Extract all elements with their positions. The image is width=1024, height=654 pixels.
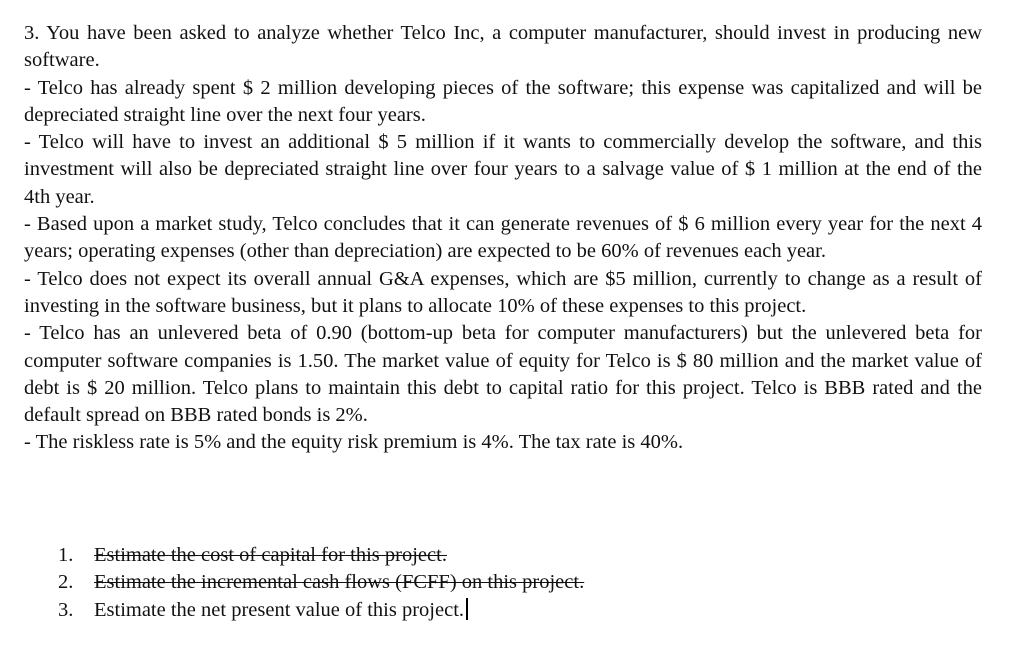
task-item-cost-of-capital <box>58 542 958 569</box>
task-number: 1. <box>58 544 74 566</box>
task-item-npv[interactable] <box>58 597 958 624</box>
task-text: Estimate the cost of capital for this project. <box>94 544 447 566</box>
task-item-cash-flows <box>58 569 958 596</box>
task-text[interactable]: Estimate the net present value of this project. <box>94 598 465 621</box>
question-body <box>24 20 982 457</box>
task-text: Estimate the incremental cash flows (FCFF) on this project. <box>94 571 585 594</box>
text-cursor <box>466 598 468 620</box>
fact-additional-investment: - Telco will have to invest an additional $ 5 million if it wants to commercially develop the software, and this investment will also be depreciated straight line over four years to a salvage value of $ 1 million at the end of the 4th year. <box>24 131 982 208</box>
fact-rates: - The riskless rate is 5% and the equity risk premium is 4%. The tax rate is 40%. <box>24 431 684 454</box>
task-number: 2. <box>58 571 74 594</box>
task-number: 3. <box>58 598 74 621</box>
fact-revenues: - Based upon a market study, Telco concludes that it can generate revenues of $ 6 million every year for the next 4 years; operating expenses (other than depreciation) are expected to be 60% of revenues each year. <box>24 213 982 263</box>
fact-spent-development: - Telco has already spent $ 2 million developing pieces of the software; this expense was capitalized and will be depreciated straight line over the next four years. <box>24 76 982 126</box>
task-list <box>58 542 958 624</box>
fact-ga-expenses: - Telco does not expect its overall annual G&A expenses, which are $5 million, currently to change as a result of investing in the software business, but it plans to allocate 10% of these expenses to this project. <box>24 267 982 317</box>
question-intro: 3. You have been asked to analyze whether Telco Inc, a computer manufacturer, should invest in producing new software. <box>24 22 982 72</box>
fact-beta-capital-structure: - Telco has an unlevered beta of 0.90 (bottom-up beta for computer manufacturers) but the unlevered beta for computer software companies is 1.50. The market value of equity for Telco is $ 80 million and the market value of debt is $ 20 million. Telco plans to maintain this debt to capital ratio for this project. Telco is BBB rated and the default spread on BBB rated bonds is 2%. <box>24 322 982 427</box>
